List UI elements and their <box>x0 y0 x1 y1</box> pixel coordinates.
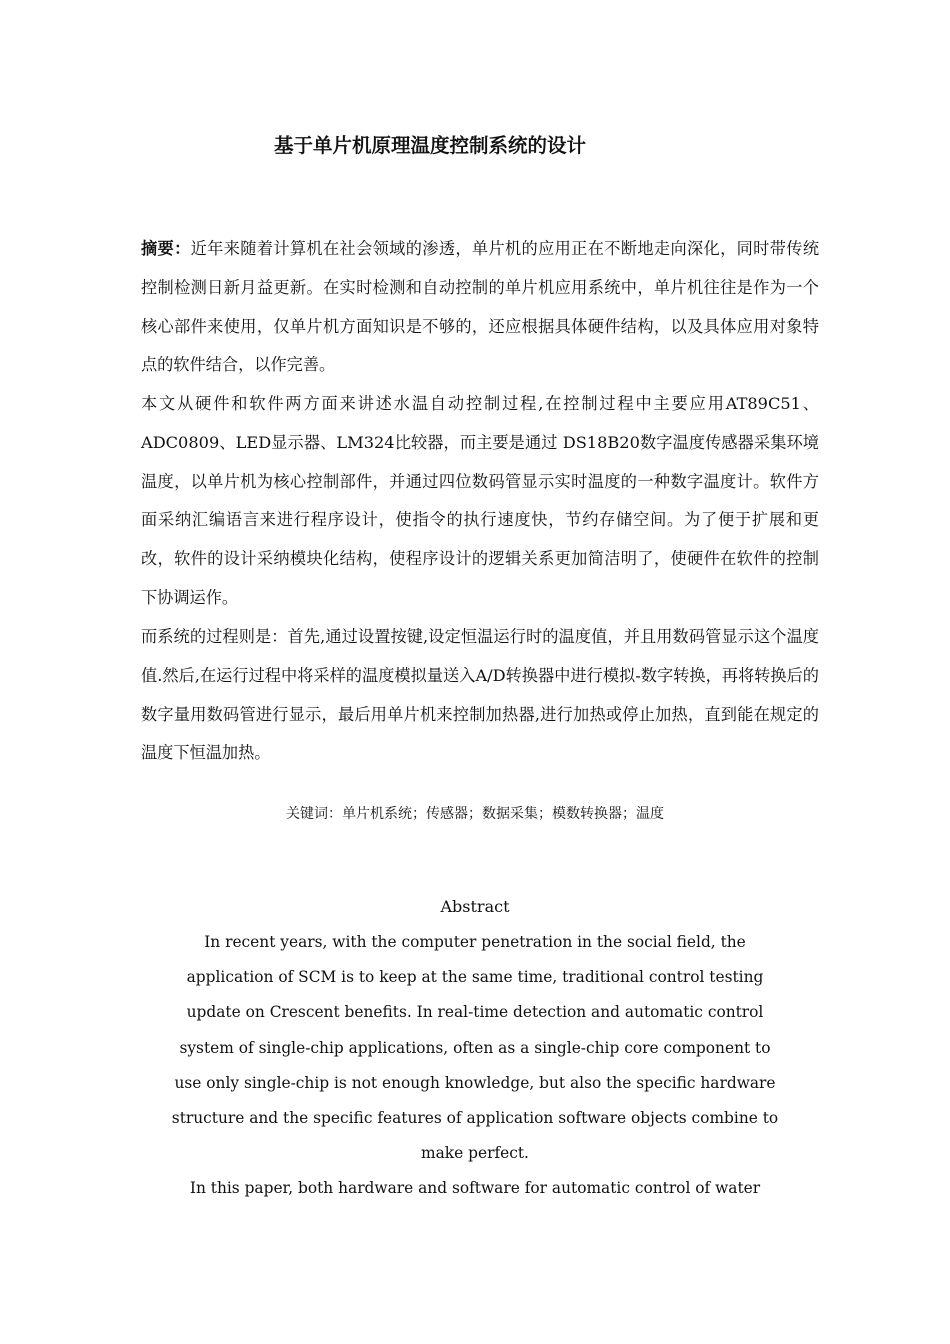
english-abstract-line: application of SCM is to keep at the same time, traditional control testing <box>186 968 764 987</box>
chinese-abstract-paragraph <box>141 230 819 385</box>
english-paragraph-2: In this paper, both hardware and software for automatic control of water <box>189 1179 761 1197</box>
english-abstract-line: In recent years, with the computer penetration in the social field, the <box>204 933 746 951</box>
english-abstract-line: update on Crescent benefits. In real-time detection and automatic control <box>186 1003 764 1022</box>
document-title: 基于单片机原理温度控制系统的设计 <box>273 134 586 157</box>
english-abstract-line: use only single-chip is not enough knowledge, but also the specific hardware <box>174 1073 776 1092</box>
english-abstract-line: structure and the specific features of application software objects combine to <box>171 1109 779 1128</box>
english-abstract-line: system of single-chip applications, often as a single-chip core component to <box>179 1038 771 1057</box>
abstract-label: 摘要： <box>141 239 191 258</box>
english-abstract-paragraph <box>140 925 810 1171</box>
keywords-line: 关键词：单片机系统；传感器；数据采集；模数转换器；温度 <box>286 806 664 822</box>
body-paragraph-3: 而系统的过程则是：首先,通过设置按键,设定恒温运行时的温度值，并且用数码管显示这个温度值.然后,在运行过程中将采样的温度模拟量送入A/D转换器中进行模拟-数字转换，再将转换后的数字量用数码管进行显示，最后用单片机来控制加热器,进行加热或停止加热，直到能在规定的温度下恒温加热。 <box>141 627 819 763</box>
english-abstract-line: make perfect. <box>421 1144 529 1163</box>
body-paragraph-2: 本文从硬件和软件两方面来讲述水温自动控制过程,在控制过程中主要应用AT89C51、ADC0809、LED显示器、LM324比较器，而主要是通过 DS18B20数字温度传感器采集环境温度，以单片机为核心控制部件，并通过四位数码管显示实时温度的一种数字温度计。软件方面采纳汇编语言来进行程序设计，使指令的执行速度快，节约存储空间。为了便于扩展和更改，软件的设计采纳模块化结构，使程序设计的逻辑关系更加简洁明了，使硬件在软件的控制下协调运作。 <box>141 394 819 607</box>
english-abstract-heading: Abstract <box>440 897 510 916</box>
abstract-text: 近年来随着计算机在社会领域的渗透，单片机的应用正在不断地走向深化，同时带传统控制检测日新月益更新。在实时检测和自动控制的单片机应用系统中，单片机往往是作为一个核心部件来使用，仅单片机方面知识是不够的，还应根据具体硬件结构，以及具体应用对象特点的软件结合，以作完善。 <box>141 239 820 375</box>
